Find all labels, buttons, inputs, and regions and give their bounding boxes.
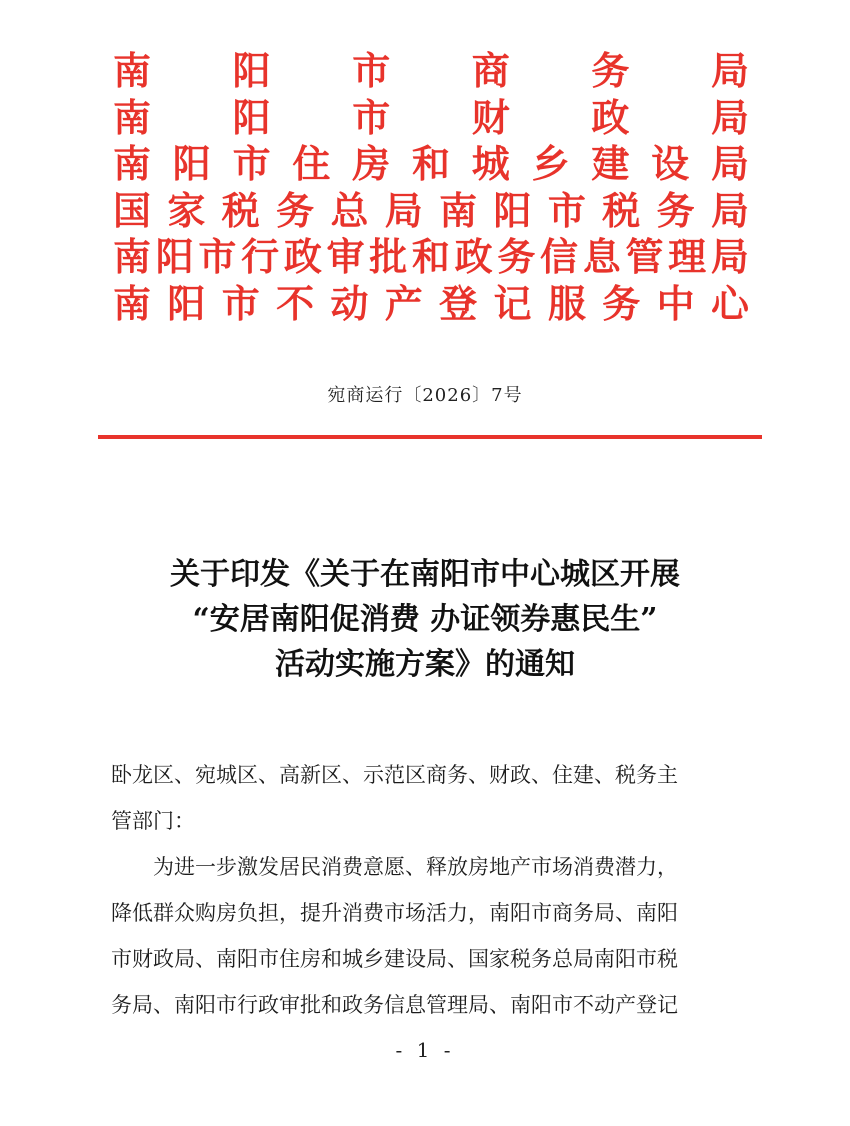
- issuer-char: 局: [384, 188, 423, 233]
- recipients: [111, 752, 751, 844]
- issuer-char: 设: [651, 142, 690, 186]
- issuer-char: 行: [241, 235, 280, 279]
- issuer-char: 税: [221, 188, 260, 233]
- issuer-char: 市: [352, 95, 391, 140]
- issuer-char: 批: [369, 235, 408, 279]
- paragraph-line: 为进一步激发居民消费意愿、释放房地产市场消费潜力，: [153, 855, 678, 879]
- issuer-char: 心: [710, 281, 749, 326]
- document-number: 宛商运行〔2026〕7号: [327, 385, 523, 406]
- issuer-char: 南: [113, 281, 152, 326]
- issuer-char: 息: [582, 235, 621, 279]
- issuer-char: 市: [221, 281, 260, 326]
- document-body: [111, 752, 751, 1028]
- issuer-char: 务: [497, 235, 536, 279]
- issuer-char: 阳: [232, 95, 271, 140]
- issuer-char: 务: [656, 188, 695, 233]
- issuer-char: 商: [471, 49, 510, 93]
- issuer-char: 记: [493, 281, 532, 326]
- issuer-char: 管: [625, 235, 664, 279]
- issuer-char: 局: [710, 49, 749, 93]
- issuer-char: 阳: [172, 142, 211, 186]
- issuer-char: 动: [330, 281, 369, 326]
- issuer-char: 家: [167, 188, 206, 233]
- issuer-char: 审: [326, 235, 365, 279]
- issuer-char: 南: [113, 142, 152, 186]
- issuer-char: 局: [710, 188, 749, 233]
- issuer-char: 政: [591, 95, 630, 140]
- issuer-char: 登: [439, 281, 478, 326]
- issuer-char: 城: [471, 142, 510, 186]
- issuer-line: [113, 234, 749, 281]
- issuer-char: 财: [471, 95, 510, 140]
- issuer-char: 理: [668, 235, 707, 279]
- issuer-char: 务: [602, 281, 641, 326]
- issuer-char: 阳: [155, 235, 194, 279]
- issuer-char: 市: [547, 188, 586, 233]
- issuer-char: 和: [411, 142, 450, 186]
- issuer-char: 南: [113, 235, 152, 279]
- issuer-char: 市: [352, 49, 391, 93]
- body-paragraph: [111, 844, 751, 1028]
- issuer-char: 务: [276, 188, 315, 233]
- issuer-char: 国: [113, 188, 152, 233]
- document-title: [0, 552, 850, 687]
- issuer-line: [113, 141, 749, 188]
- issuer-line: [113, 188, 749, 235]
- issuer-char: 中: [656, 281, 695, 326]
- issuer-char: 务: [591, 49, 630, 93]
- red-separator-line: [98, 435, 762, 439]
- issuer-char: 局: [710, 142, 749, 186]
- issuer-char: 南: [439, 188, 478, 233]
- issuer-char: 阳: [167, 281, 206, 326]
- issuer-char: 房: [352, 142, 391, 186]
- issuer-char: 市: [198, 235, 237, 279]
- issuer-char: 总: [330, 188, 369, 233]
- issuer-char: 产: [384, 281, 423, 326]
- title-line: 活动实施方案》的通知: [275, 647, 575, 682]
- issuer-line: [113, 48, 749, 95]
- issuer-line: [113, 95, 749, 142]
- title-line: 关于印发《关于在南阳市中心城区开展: [170, 557, 680, 592]
- issuer-char: 税: [602, 188, 641, 233]
- issuer-char: 信: [540, 235, 579, 279]
- issuing-agencies-header: [113, 48, 749, 327]
- issuer-char: 阳: [493, 188, 532, 233]
- issuer-char: 南: [113, 49, 152, 93]
- issuer-char: 和: [411, 235, 450, 279]
- page-number: - 1 -: [395, 1038, 455, 1062]
- recipients-line: 管部门：: [111, 809, 195, 833]
- issuer-char: 建: [591, 142, 630, 186]
- paragraph-line: 降低群众购房负担，提升消费市场活力，南阳市商务局、南阳: [111, 901, 678, 925]
- issuer-char: 局: [710, 235, 749, 279]
- issuer-char: 南: [113, 95, 152, 140]
- issuer-char: 服: [547, 281, 586, 326]
- issuer-char: 乡: [531, 142, 570, 186]
- issuer-line: [113, 281, 749, 328]
- recipients-line: 卧龙区、宛城区、高新区、示范区商务、财政、住建、税务主: [111, 763, 678, 787]
- title-line: “安居南阳促消费 办证领券惠民生”: [192, 602, 658, 637]
- paragraph-line: 市财政局、南阳市住房和城乡建设局、国家税务总局南阳市税: [111, 947, 678, 971]
- issuer-char: 局: [710, 95, 749, 140]
- issuer-char: 市: [232, 142, 271, 186]
- issuer-char: 政: [454, 235, 493, 279]
- paragraph-line: 务局、南阳市行政审批和政务信息管理局、南阳市不动产登记: [111, 993, 678, 1017]
- issuer-char: 阳: [232, 49, 271, 93]
- issuer-char: 住: [292, 142, 331, 186]
- issuer-char: 不: [276, 281, 315, 326]
- issuer-char: 政: [283, 235, 322, 279]
